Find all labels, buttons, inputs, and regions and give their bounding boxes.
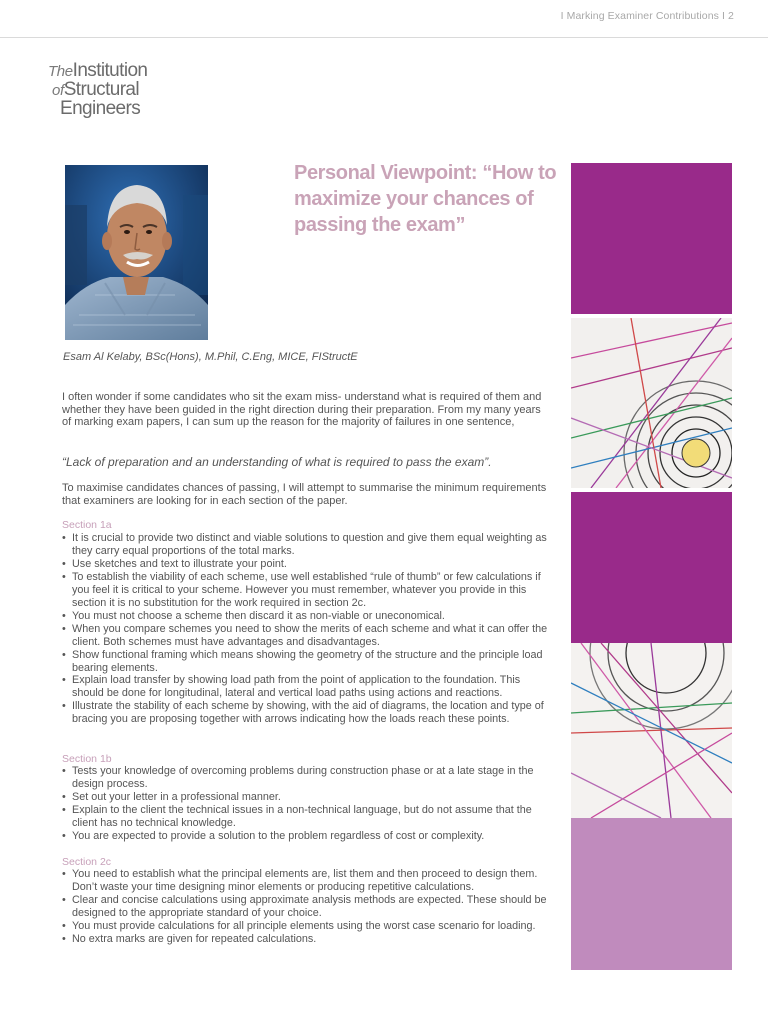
drawing-image-2 <box>571 643 732 818</box>
list-item: • It is crucial to provide two distinct and viable solutions to question and give them equal weighting as they carry equal proportions of the total marks. <box>62 532 554 558</box>
list-item: • Clear and concise calculations using approximate analysis methods are expected. These should be designed to the appropriate standard of your choice. <box>62 894 554 920</box>
list-item: • You are expected to provide a solution to the problem regardless of cost or complexity. <box>62 830 554 843</box>
header-text: I Marking Examiner Contributions I 2 <box>560 10 734 22</box>
list-item: • Illustrate the stability of each scheme by showing, with the aid of diagrams, the location and type of bracing you are proposing together with arrows indicating how the loads reach these points. <box>62 700 554 726</box>
section-heading-1a: Section 1a <box>62 519 112 531</box>
summary-paragraph: To maximise candidates chances of passing, I will attempt to summarise the minimum requirements that examiners are looking for in each section of the paper. <box>62 482 547 507</box>
list-item: • You must provide calculations for all principle elements using the worst case scenario for loading. <box>62 920 554 933</box>
list-item: • You must not choose a scheme then discard it as non-viable or uneconomical. <box>62 610 554 623</box>
color-band-middle <box>571 492 732 643</box>
logo-of: of <box>52 82 64 99</box>
section-1b-list <box>62 765 554 843</box>
section-1a-list <box>62 532 554 726</box>
author-credit: Esam Al Kelaby, BSc(Hons), M.Phil, C.Eng, MICE, FIStructE <box>63 351 358 363</box>
logo-institution: Institution <box>72 60 148 81</box>
section-2c-list <box>62 868 554 946</box>
list-item: • Tests your knowledge of overcoming problems during construction phase or at a late stage in the design process. <box>62 765 554 791</box>
drawing-image-1 <box>571 318 732 488</box>
list-item: • You need to establish what the principal elements are, list them and then proceed to design them. Don’t waste your time designing minor elements or producing repetitive calculations. <box>62 868 554 894</box>
logo-structural: Structural <box>63 79 140 100</box>
list-item: • Use sketches and text to illustrate your point. <box>62 558 554 571</box>
list-item: • Set out your letter in a professional manner. <box>62 791 554 804</box>
key-quote: “Lack of preparation and an understanding of what is required to pass the exam”. <box>62 455 492 469</box>
header-rule <box>0 37 768 38</box>
list-item: • To establish the viability of each scheme, use well established “rule of thumb” or few calculations if you feel it is critical to your scheme. However you must remember, whatever you provide in this section it is no substitution for the work required in section 2c. <box>62 571 554 610</box>
intro-paragraph: I often wonder if some candidates who sit the exam miss- understand what is required of them and whether they have been guided in the right direction during their preparation. From my many years of marking exam papers, I can sum up the reason for the majority of failures in one sentence, <box>62 391 542 429</box>
logo-engineers: Engineers <box>60 98 141 119</box>
list-item: • When you compare schemes you need to show the merits of each scheme and what it can offer the client. Both schemes must have advantages and disadvantages. <box>62 623 554 649</box>
list-item: • Explain to the client the technical issues in a non-technical language, but do not assume that the client has no technical knowledge. <box>62 804 554 830</box>
page-title: Personal Viewpoint: “How to maximize your chances of passing the exam” <box>294 162 557 236</box>
section-heading-2c: Section 2c <box>62 856 112 868</box>
list-item: • No extra marks are given for repeated calculations. <box>62 933 554 946</box>
institution-logo <box>48 62 147 118</box>
color-band-top <box>571 163 732 314</box>
list-item: • Explain load transfer by showing load path from the point of application to the foundation. This should be done for longitudinal, lateral and vertical load paths using actions and reactions. <box>62 674 554 700</box>
logo-the: The <box>48 63 73 80</box>
list-item: • Show functional framing which means showing the geometry of the structure and the principle load bearing elements. <box>62 649 554 675</box>
section-heading-1b: Section 1b <box>62 753 112 765</box>
color-band-bottom <box>571 818 732 970</box>
author-photo <box>65 165 208 340</box>
